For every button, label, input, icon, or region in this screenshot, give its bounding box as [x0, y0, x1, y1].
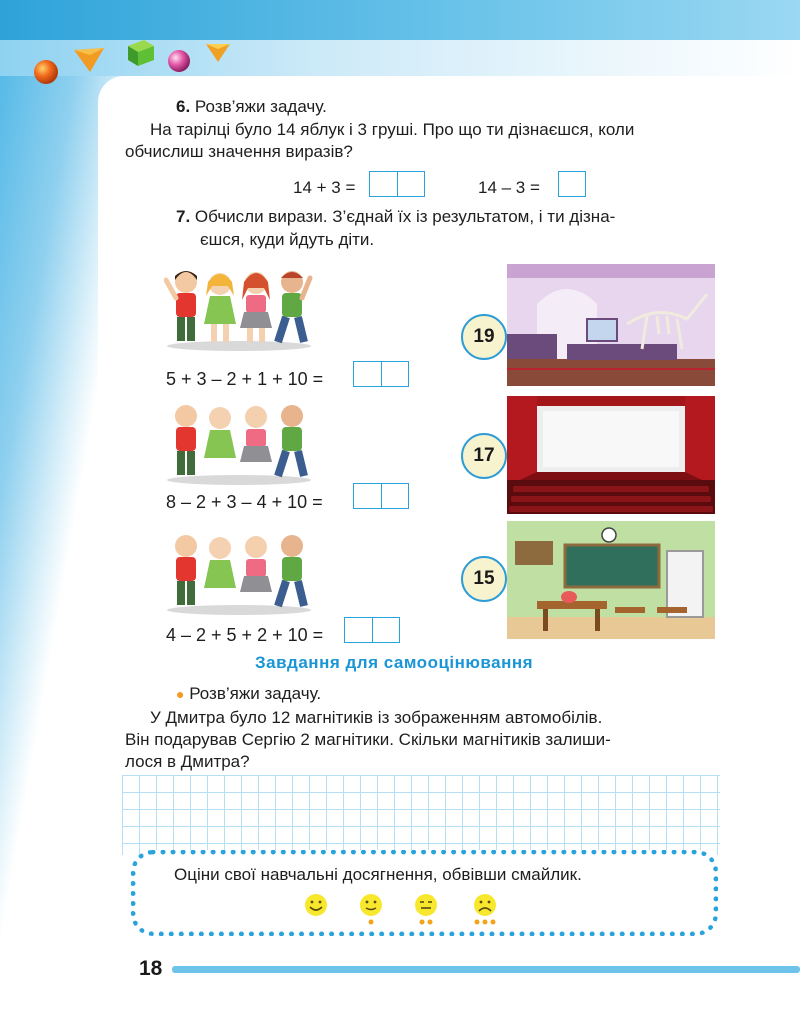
task6-text-line2: обчислиш значення виразів? [125, 142, 353, 161]
result-circle-2[interactable]: 17 [461, 433, 507, 479]
answer-box-expr2[interactable] [558, 171, 586, 197]
classroom-picture [507, 521, 715, 639]
smiley-neutral-icon[interactable] [413, 892, 439, 926]
children-group-illustration [164, 400, 314, 486]
self-assessment-heading: Завдання для самооцінювання [255, 653, 534, 672]
top-band [0, 0, 800, 40]
answer-box-expr1[interactable] [369, 171, 425, 197]
self-assessment-line3: лося в Дмитра? [125, 752, 250, 771]
smiley-smile-icon[interactable] [358, 892, 384, 926]
self-assessment-bullet: Розв’яжи задачу. [189, 684, 322, 703]
museum-picture [507, 264, 715, 386]
cube-icon [124, 36, 156, 68]
self-assessment-line1: У Дмитра було 12 магнітиків із зображенням автомобілів. [150, 708, 603, 727]
page-footer-line [172, 966, 800, 973]
cone-icon [72, 44, 106, 74]
task6-expr1: 14 + 3 = [293, 178, 356, 197]
task6-expr2: 14 – 3 = [478, 178, 540, 197]
cinema-picture [507, 396, 715, 514]
answer-grid[interactable] [122, 775, 720, 855]
children-group-illustration [164, 266, 314, 352]
smiley-happy-icon[interactable] [303, 892, 329, 926]
ball-icon [166, 48, 192, 74]
task6-title: Розв’яжи задачу. [194, 97, 327, 116]
result-circle-3[interactable]: 15 [461, 556, 507, 602]
task7-number: 7. [176, 207, 191, 226]
pyramid-icon [204, 40, 232, 64]
task7-line1 [176, 206, 615, 228]
task7-text-line1: Обчисли вирази. З’єднай їх із результатом, і ти дізна- [194, 207, 616, 226]
expression-2: 8 – 2 + 3 – 4 + 10 = [166, 492, 323, 512]
task6-header [176, 96, 327, 118]
self-assessment-line2: Він подарував Сергію 2 магнітики. Скільки магнітиків залиши- [125, 730, 611, 749]
bullet-dot-icon: ● [176, 686, 185, 702]
children-group-illustration [164, 530, 314, 616]
answer-box-2[interactable] [353, 483, 409, 509]
self-assessment-bullet-row [176, 683, 321, 705]
expression-3: 4 – 2 + 5 + 2 + 10 = [166, 625, 324, 645]
sphere-icon [32, 58, 60, 86]
task6-text-line1: На тарілці було 14 яблук і 3 груші. Про що ти дізнаєшся, коли [150, 120, 635, 139]
answer-box-1[interactable] [353, 361, 409, 387]
task7-text-line2: єшся, куди йдуть діти. [200, 230, 375, 249]
expression-1: 5 + 3 – 2 + 1 + 10 = [166, 369, 324, 389]
top-band-fade [0, 40, 800, 76]
result-circle-1[interactable]: 19 [461, 314, 507, 360]
evaluation-text: Оціни свої навчальні досягнення, обвівши смайлик. [174, 865, 582, 884]
answer-box-3[interactable] [344, 617, 400, 643]
smiley-sad-icon[interactable] [470, 892, 500, 926]
page-number: 18 [139, 957, 163, 980]
task6-number: 6. [176, 97, 191, 116]
